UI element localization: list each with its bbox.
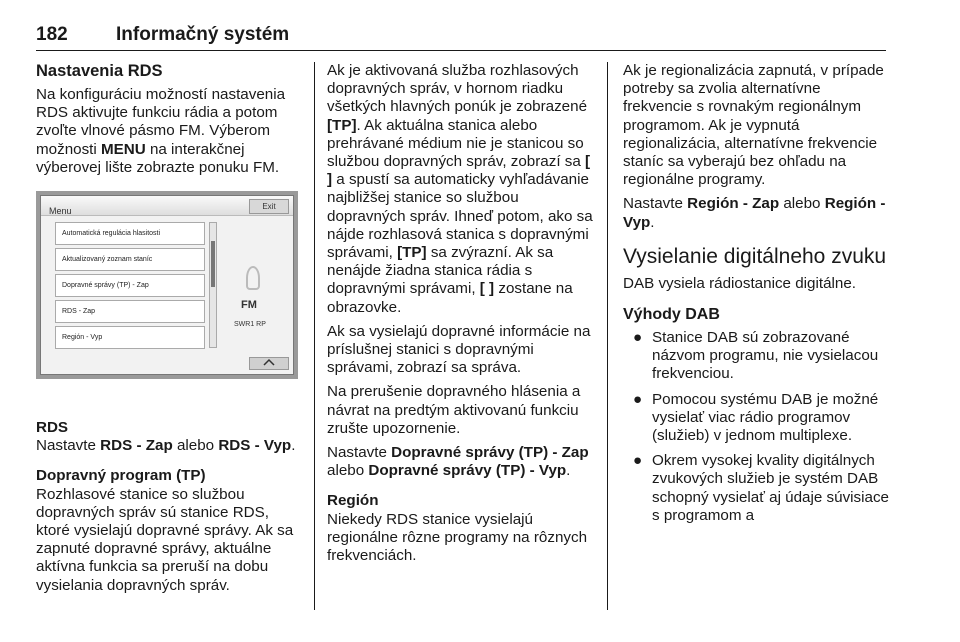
screen [40, 195, 294, 375]
rds-paragraph: Nastavte RDS - Zap alebo RDS - Vyp. [36, 437, 296, 455]
screen-menu-item: Aktualizovaný zoznam staníc [55, 248, 205, 271]
region-paragraph: Niekedy RDS stanice vysielajú regionálne rôzne programy na rôznych frekvenciách. [327, 510, 588, 565]
tp-detail-paragraph: Ak je aktivovaná služba rozhlasových dopravných správ, v hornom riadku všetkých hlavných ponúk je zobrazené [TP]. Ak aktuálna stanica alebo prehrávané médium nie je stanicou so službou dopravných správ, zobrazí sa [ ] a spustí sa automaticky vyhľadávanie najbližšej stanice so službou dopravných správ. Ihneď potom, ako sa nájde rozhlasová stanica s dopravnými správami, [TP] sa zvýrazní. Ak sa nenájde žiadna stanica rádia s dopravnými správami, [ ] zostane na obrazovke. [327, 62, 593, 316]
screen-band-label: FM [241, 299, 257, 312]
dab-advantages-subtitle: Výhody DAB [623, 306, 720, 324]
screen-exit-button: Exit [249, 199, 289, 214]
page-number: 182 [36, 24, 68, 45]
tp-subtitle: Dopravný program (TP) [36, 467, 206, 485]
bullet-icon: ● [633, 390, 643, 408]
chapter-title: Informačný systém [116, 24, 290, 45]
section-title-rds-settings: Nastavenia RDS [36, 62, 163, 80]
regionalization-paragraph: Ak je regionalizácia zapnutá, v prípade potreby sa zvolia alternatívne frekvencie s rovnakým regionálnym programom. Ak je vypnutá regionalizácia, alternatívne frekvencie staníc sa vyberajú bez ohľadu na regionálne programy. [623, 62, 884, 189]
screen-menu-item: Dopravné správy (TP) - Zap [55, 274, 205, 297]
fm-menu-screenshot [36, 191, 298, 379]
tp-setting-paragraph: Nastavte Dopravné správy (TP) - Zap alebo Dopravné správy (TP) - Vyp. [327, 444, 589, 480]
screen-scroll-thumb [211, 241, 215, 287]
bullet-icon: ● [633, 452, 643, 470]
radio-antenna-icon [246, 266, 260, 290]
dab-intro-paragraph: DAB vysiela rádiostanice digitálne. [623, 274, 856, 292]
screen-menu-list [55, 222, 205, 352]
screen-menu-title: Menu [49, 206, 72, 217]
dab-section-title: Vysielanie digitálneho zvuku [623, 244, 887, 268]
list-item: ● Stanice DAB sú zobrazované názvom programu, nie vysielacou frekvenciou. [633, 329, 879, 383]
bullet-icon: ● [633, 329, 643, 347]
traffic-info-paragraph: Ak sa vysielajú dopravné informácie na príslušnej stanici s dopravnými správami, zobrazí sa správa. [327, 322, 591, 377]
list-item: ● Pomocou systému DAB je možné vysielať viac rádio programov (služieb) v jednom multiplexe. [633, 390, 879, 445]
rds-subtitle: RDS [36, 419, 69, 437]
interrupt-paragraph: Na prerušenie dopravného hlásenia a návrat na predtým aktivovanú funkciu zrušte upozornenie. [327, 383, 581, 437]
screen-menu-item: RDS - Zap [55, 300, 205, 323]
tp-paragraph: Rozhlasové stanice so službou dopravných správ sú stanice RDS, ktoré vysielajú dopravné správy. Ak sa zapnuté dopravné správy, aktuálne aktívna funkcia sa preruší na dobu vysielania dopravných správ. [36, 485, 294, 594]
list-item: ● Okrem vysokej kvality digitálnych zvukových služieb je systém DAB schopný vysielať aj údaje súvisiace s programom a [633, 452, 890, 524]
chevron-up-icon [249, 357, 289, 370]
column-2 [327, 62, 595, 571]
dab-advantages-list [623, 329, 889, 525]
column-1 [36, 62, 302, 601]
intro-paragraph: Na konfiguráciu možností nastavenia RDS aktivujte funkciu rádia a potom zvoľte vlnové pásmo FM. Výberom možnosti MENU na interakčnej výberovej lište zobrazte ponuku FM. [36, 86, 286, 176]
region-subtitle: Región [327, 492, 379, 510]
header-rule [36, 50, 886, 51]
screen-menu-item: Región - Vyp [55, 326, 205, 349]
screen-station-label: SWR1 RP [234, 321, 266, 329]
region-setting-paragraph: Nastavte Región - Zap alebo Región - Vyp. [623, 195, 886, 231]
column-3 [623, 62, 889, 532]
column-divider [314, 62, 315, 610]
screen-menu-item: Automatická regulácia hlasitosti [55, 222, 205, 245]
column-divider [607, 62, 608, 610]
screen-scrollbar [209, 222, 217, 348]
